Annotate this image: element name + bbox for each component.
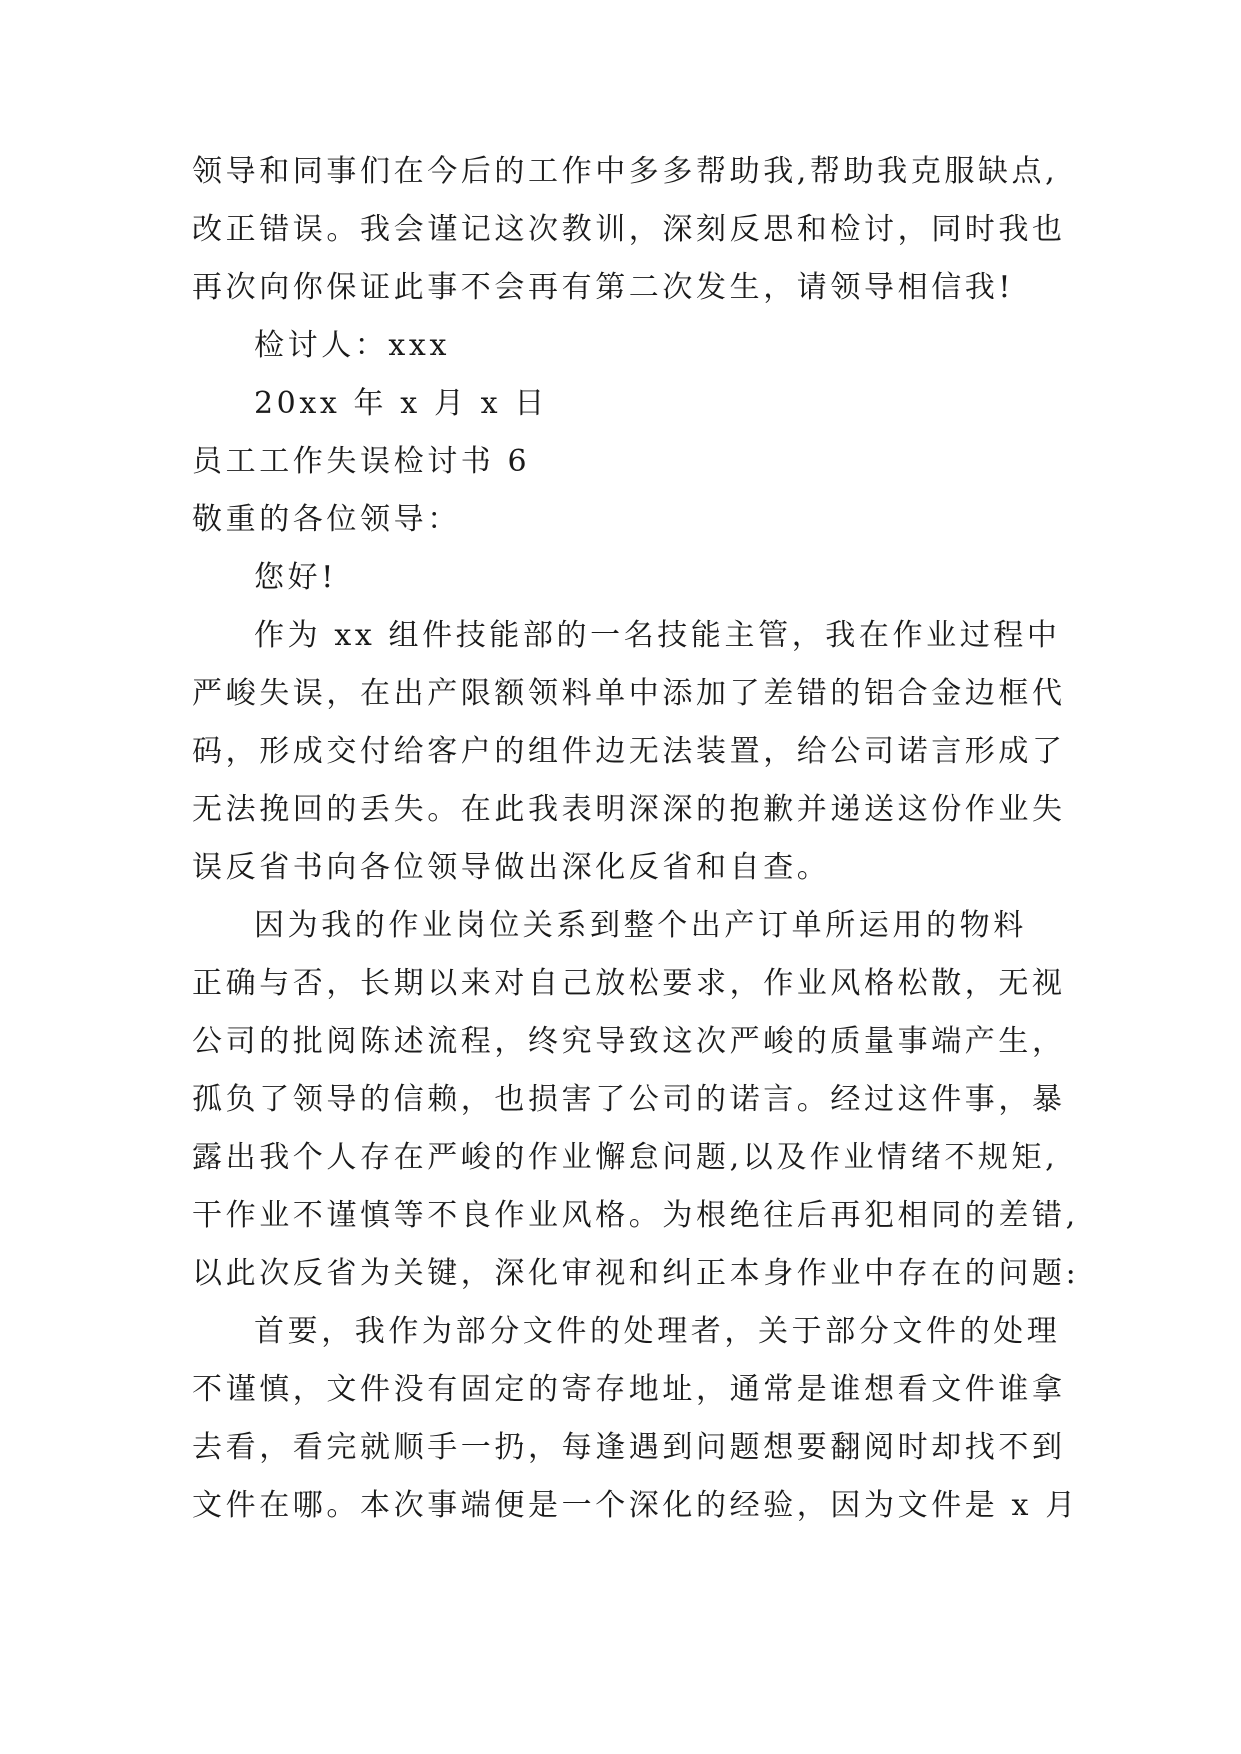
body-text-line: 文件在哪。本次事端便是一个深化的经验，因为文件是 x 月 [192,1488,1079,1523]
body-text-line: 首要，我作为部分文件的处理者，关于部分文件的处理 [254,1314,1061,1349]
body-text-line: 公司的批阅陈述流程，终究导致这次严峻的质量事端产生， [192,1024,1066,1059]
date-line: 20xx 年 x 月 x 日 [254,386,548,421]
body-text-line: 作为 xx 组件技能部的一名技能主管，我在作业过程中 [254,618,1061,653]
body-text-line: 干作业不谨慎等不良作业风格。为根绝往后再犯相同的差错, [192,1198,1079,1233]
body-text-line: 再次向你保证此事不会再有第二次发生，请领导相信我! [192,270,1015,305]
body-text-line: 严峻失误，在出产限额领料单中添加了差错的铝合金边框代 [192,676,1066,711]
signature-line: 检讨人：xxx [254,328,450,363]
body-text-line: 改正错误。我会谨记这次教训，深刻反思和检讨，同时我也 [192,212,1066,247]
body-text-line: 露出我个人存在严峻的作业懈怠问题,以及作业情绪不规矩, [192,1140,1059,1175]
body-text-line: 正确与否，长期以来对自己放松要求，作业风格松散，无视 [192,966,1066,1001]
body-text-line: 以此次反省为关键，深化审视和纠正本身作业中存在的问题: [192,1256,1080,1291]
body-text-line: 误反省书向各位领导做出深化反省和自查。 [192,850,831,885]
body-text-line: 不谨慎，文件没有固定的寄存地址，通常是谁想看文件谁拿 [192,1372,1066,1407]
body-text-line: 码，形成交付给客户的组件边无法装置，给公司诺言形成了 [192,734,1066,769]
body-text-line: 无法挽回的丢失。在此我表明深深的抱歉并递送这份作业失 [192,792,1066,827]
greeting: 您好! [254,560,337,595]
salutation: 敬重的各位领导： [192,502,461,537]
body-text-line: 孤负了领导的信赖，也损害了公司的诺言。经过这件事，暴 [192,1082,1066,1117]
body-text-line: 领导和同事们在今后的工作中多多帮助我,帮助我克服缺点, [192,154,1059,189]
section-title: 员工工作失误检讨书 6 [192,444,531,479]
body-text-line: 去看，看完就顺手一扔，每逢遇到问题想要翻阅时却找不到 [192,1430,1066,1465]
body-text-line: 因为我的作业岗位关系到整个出产订单所运用的物料 [254,908,1027,943]
